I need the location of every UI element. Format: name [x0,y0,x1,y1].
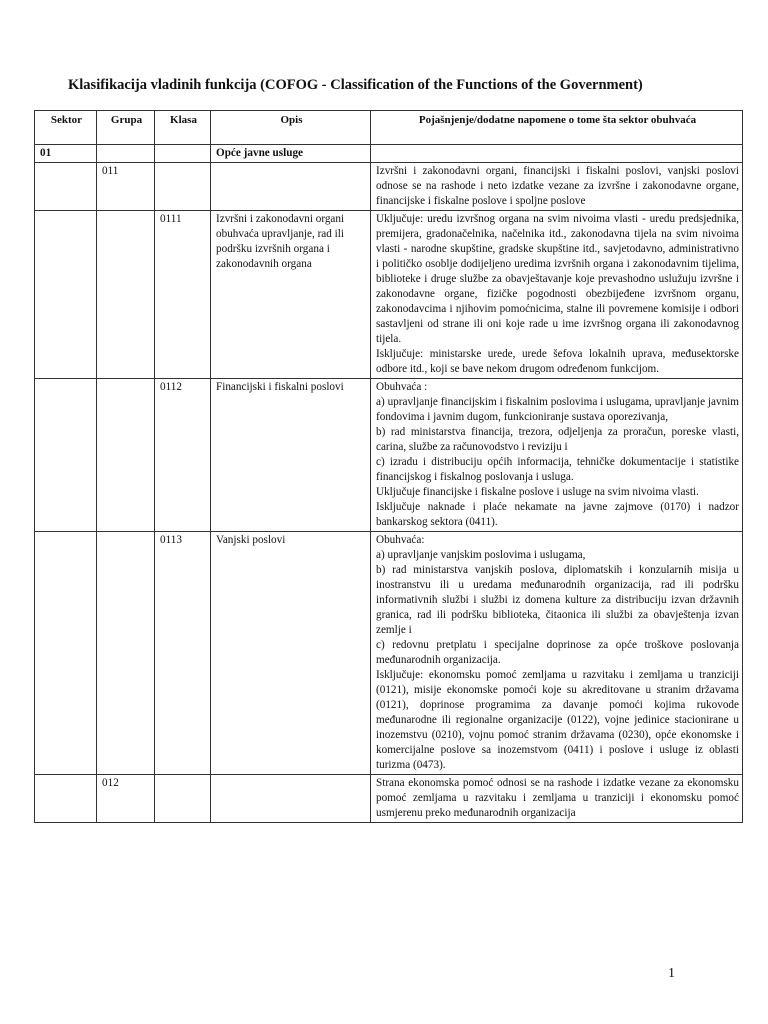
cell-napomene [371,532,743,775]
napomene-paragraph: c) izradu i distribuciju općih informacija, tehničke dokumentacije i statistike financijskog i fiskalnog poslovanja i usluga. [376,456,739,483]
napomene-paragraph: Obuhvaća : [376,381,428,393]
cell-grupa [97,379,155,532]
header-napomene: Pojašnjenje/dodatne napomene o tome šta sektor obuhvaća [371,111,743,145]
cell-klasa: 0111 [155,211,211,379]
header-klasa: Klasa [155,111,211,145]
napomene-paragraph: Isključuje naknade i plaće nekamate na javne zajmove (0170) i nadzor bankarskog sektora (0411). [376,501,739,528]
cell-napomene [371,379,743,532]
cell-opis: Financijski i fiskalni poslovi [211,379,371,532]
cell-opis: Izvršni i zakonodavni organi obuhvaća upravljanje, rad ili podršku izvršnih organa i zakonodavnih organa [211,211,371,379]
cell-klasa: 0112 [155,379,211,532]
cell-grupa: 011 [97,163,155,211]
napomene-paragraph: a) upravljanje financijskim i fiskalnim poslovima i uslugama, upravljanje javnim fondovima i javnim dugom, funkcioniranje sustava oporezivanja, [376,396,739,423]
table-row [35,532,743,775]
cell-opis [211,163,371,211]
napomene-paragraph: Obuhvaća: [376,534,425,546]
napomene-paragraph: Isključuje: ministarske urede, urede šefova lokalnih uprava, međusektorske odbore itd., koji se bave nekom drugom određenom funkcijom. [376,348,739,375]
header-sektor: Sektor [35,111,97,145]
table-row [35,145,743,163]
cell-grupa: 012 [97,775,155,823]
cell-opis: Opće javne usluge [211,145,371,163]
table-body [35,145,743,823]
napomene-paragraph: b) rad ministarstva vanjskih poslova, diplomatskih i konzularnih misija u inostranstvu ili u uredama međunarodnih organizacija, rad ili podršku informativnih službi i službi iz domena kulture za distribuciju izvan državnih granica, rad ili podršku biblioteka, čitaonica ili službi za obavještenja izvan zemlje i [376,564,739,636]
napomene-paragraph: b) rad ministarstva financija, trezora, odjeljenja za proračun, poreske vlasti, carina, službe za računovodstvo i reviziju i [376,426,739,453]
cell-napomene [371,163,743,211]
napomene-paragraph: Uključuje financijske i fiskalne poslove i usluge na svim nivoima vlasti. [376,486,699,498]
table-row [35,775,743,823]
napomene-paragraph: Strana ekonomska pomoć odnosi se na rashode i izdatke vezane za ekonomsku pomoć zemljama u razvitaku i zemljama u tranziciji i ekonomsku pomoć usmjerenu preko međunarodnih organizacija [376,777,739,819]
page-number: 1 [668,966,675,981]
cell-sektor: 01 [35,145,97,163]
cell-klasa [155,145,211,163]
cell-opis: Vanjski poslovi [211,532,371,775]
cell-sektor [35,379,97,532]
cell-grupa [97,532,155,775]
cofog-table [34,110,743,823]
cell-klasa: 0113 [155,532,211,775]
cell-napomene [371,211,743,379]
cell-napomene [371,145,743,163]
cell-opis [211,775,371,823]
cell-klasa [155,163,211,211]
page-title: Klasifikacija vladinih funkcija (COFOG - Classification of the Functions of the Government) [68,77,643,93]
cell-sektor [35,775,97,823]
cell-napomene [371,775,743,823]
table-row [35,379,743,532]
table-header-row [35,111,743,145]
header-grupa: Grupa [97,111,155,145]
cell-sektor [35,532,97,775]
table-row [35,211,743,379]
napomene-paragraph: Uključuje: uredu izvršnog organa na svim nivoima vlasti - uredu predsjednika, premijera, gradonačelnika, načelnika itd., zakonodavna tijela na svim nivoima vlasti - narodne skupštine, gradske skupštine itd., savjetodavno, administrativno i političko osoblje dodijeljeno uredima izvršnih organa i zakonodavnim tijelima, biblioteke i druge službe za obavještavanje koje prevashodno uslužuju izvršne i zakonodavne organe, fizičke pogodnosti obezbijeđene izvršnom organu, zakonodavcima i njihovim pomoćnicima, stalne ili povremene komisije i odbori sastavljeni od strane ili oni koje rade u ime izvršnog organa ili zakonodavnog tijela. [376,213,739,345]
cell-sektor [35,163,97,211]
table-row [35,163,743,211]
cell-grupa [97,211,155,379]
cell-klasa [155,775,211,823]
napomene-paragraph: Izvršni i zakonodavni organi, financijski i fiskalni poslovi, vanjski poslovi odnose se na rashode i neto izdatke vezane za izvršne i zakonodavne organe, financijske i fiskalne poslove i spoljne poslove [376,165,739,207]
header-opis: Opis [211,111,371,145]
napomene-paragraph: a) upravljanje vanjskim poslovima i uslugama, [376,549,586,561]
napomene-paragraph: c) redovnu pretplatu i specijalne doprinose za opće troškove poslovanja međunarodnih organizacija. [376,639,739,666]
cell-grupa [97,145,155,163]
napomene-paragraph: Isključuje: ekonomsku pomoć zemljama u razvitaku i zemljama u tranziciji (0121), misije ekonomske pomoći koje su akreditovane u stranim državama (0121), doprinose programima za davanje pomoći kojima rukovode međunarodne ili regionalne organizacije (0122), vojne jedinice stacionirane u inozemstvu (0210), vojnu pomoć stranim državama (0230), opće ekonomske i komercijalne poslove sa inozemstvom (0411) i poslove i usluge iz oblasti turizma (0473). [376,669,739,771]
cell-sektor [35,211,97,379]
